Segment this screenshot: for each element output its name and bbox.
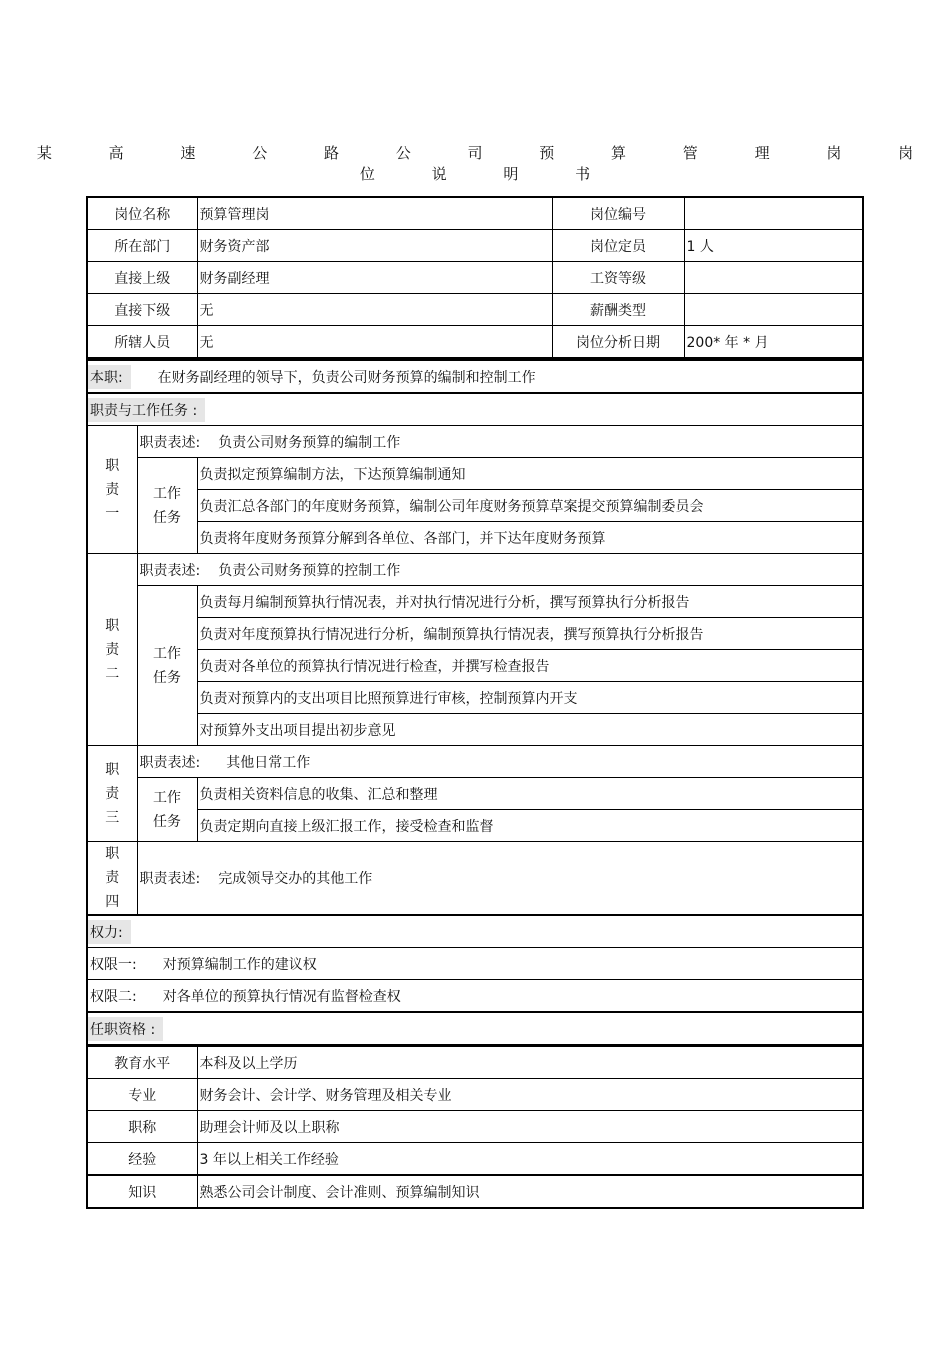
value-salary-grade xyxy=(684,262,863,294)
duties-header: 职责与工作任务 : xyxy=(88,398,205,422)
list-item: 负责对年度预算执行情况进行分析，编制预算执行情况表，撰写预算执行分析报告 xyxy=(197,618,863,650)
basic-info-table xyxy=(86,196,864,359)
value-subordinate: 无 xyxy=(197,294,552,326)
label-pay-type: 薪酬类型 xyxy=(552,294,684,326)
qual-label-education: 教育水平 xyxy=(87,1047,197,1079)
qual-label-title: 职称 xyxy=(87,1111,197,1143)
list-item: 对预算外支出项目提出初步意见 xyxy=(197,714,863,746)
list-item: 负责将年度财务预算分解到各单位、各部门，并下达年度财务预算 xyxy=(197,522,863,554)
value-headcount: 1 人 xyxy=(684,230,863,262)
duty-3-desc: 职责表述: 其他日常工作 xyxy=(137,746,863,778)
duty-1-task-label: 工作 任务 xyxy=(137,458,197,554)
qual-value-major: 财务会计、会计学、财务管理及相关专业 xyxy=(197,1079,863,1111)
qual-label-knowledge: 知识 xyxy=(87,1175,197,1208)
value-position-code xyxy=(684,197,863,230)
main-duty-label: 本职: xyxy=(88,365,131,389)
list-item: 负责拟定预算编制方法，下达预算编制通知 xyxy=(197,458,863,490)
list-item: 负责汇总各部门的年度财务预算，编制公司年度财务预算草案提交预算编制委员会 xyxy=(197,490,863,522)
authority-item-2: 权限二: 对各单位的预算执行情况有监督检查权 xyxy=(87,980,863,1013)
qual-value-knowledge: 熟悉公司会计制度、会计准则、预算编制知识 xyxy=(197,1175,863,1208)
duty-1-label: 职 责 一 xyxy=(87,426,137,554)
list-item: 负责相关资料信息的收集、汇总和整理 xyxy=(197,778,863,810)
label-department: 所在部门 xyxy=(87,230,197,262)
label-analysis-date: 岗位分析日期 xyxy=(552,326,684,359)
value-superior: 财务副经理 xyxy=(197,262,552,294)
duty-4-label: 职 责 四 xyxy=(87,842,137,916)
qualification-header: 任职资格 : xyxy=(88,1017,163,1041)
job-description-form xyxy=(86,196,864,1209)
list-item: 负责对各单位的预算执行情况进行检查，并撰写检查报告 xyxy=(197,650,863,682)
label-headcount: 岗位定员 xyxy=(552,230,684,262)
authority-header: 权力: xyxy=(88,920,131,944)
value-analysis-date: 200* 年 * 月 xyxy=(684,326,863,359)
main-duty-text: 在财务副经理的领导下，负责公司财务预算的编制和控制工作 xyxy=(157,369,536,386)
duty-3-label: 职 责 三 xyxy=(87,746,137,842)
label-subordinate: 直接下级 xyxy=(87,294,197,326)
list-item: 负责定期向直接上级汇报工作，接受检查和监督 xyxy=(197,810,863,842)
page-title: 某 高 速 公 路 公 司 预 算 管 理 岗 岗 位 说 明 书 xyxy=(36,144,940,183)
qual-value-experience: 3 年以上相关工作经验 xyxy=(197,1143,863,1176)
label-position-code: 岗位编号 xyxy=(552,197,684,230)
qualification-table xyxy=(86,1046,864,1209)
duty-2-label: 职 责 二 xyxy=(87,554,137,746)
duty-4-desc: 职责表述: 完成领导交办的其他工作 xyxy=(137,842,863,916)
value-staff: 无 xyxy=(197,326,552,359)
duty-2-task-label: 工作 任务 xyxy=(137,586,197,746)
list-item: 负责每月编制预算执行情况表，并对执行情况进行分析，撰写预算执行分析报告 xyxy=(197,586,863,618)
duty-1-desc: 职责表述: 负责公司财务预算的编制工作 xyxy=(137,426,863,458)
value-department: 财务资产部 xyxy=(197,230,552,262)
qual-label-major: 专业 xyxy=(87,1079,197,1111)
qual-value-title: 助理会计师及以上职称 xyxy=(197,1111,863,1143)
qual-label-experience: 经验 xyxy=(87,1143,197,1176)
label-salary-grade: 工资等级 xyxy=(552,262,684,294)
duty-2-desc: 职责表述: 负责公司财务预算的控制工作 xyxy=(137,554,863,586)
label-superior: 直接上级 xyxy=(87,262,197,294)
label-position-name: 岗位名称 xyxy=(87,197,197,230)
duties-table xyxy=(86,359,864,1046)
duty-3-task-label: 工作 任务 xyxy=(137,778,197,842)
value-position-name: 预算管理岗 xyxy=(197,197,552,230)
authority-item-1: 权限一: 对预算编制工作的建议权 xyxy=(87,948,863,980)
value-pay-type xyxy=(684,294,863,326)
main-duty-row xyxy=(87,360,863,393)
qual-value-education: 本科及以上学历 xyxy=(197,1047,863,1079)
list-item: 负责对预算内的支出项目比照预算进行审核，控制预算内开支 xyxy=(197,682,863,714)
label-staff: 所辖人员 xyxy=(87,326,197,359)
